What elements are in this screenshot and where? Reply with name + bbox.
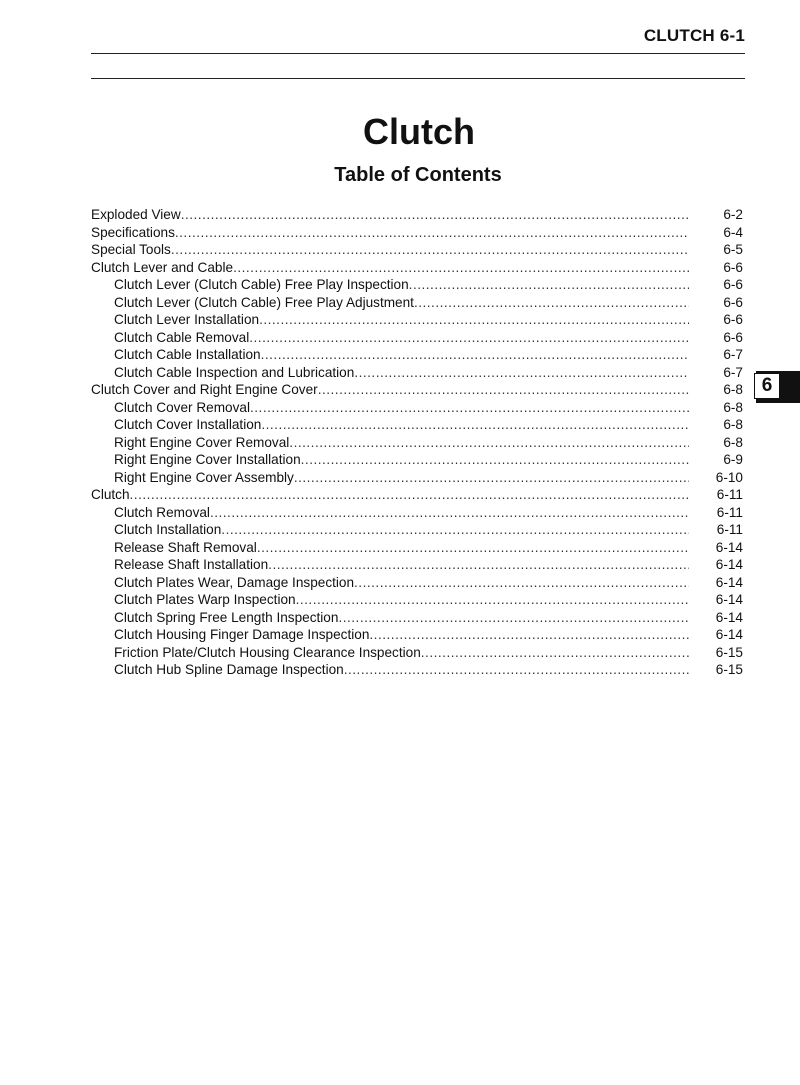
toc-entry[interactable] [91, 661, 743, 679]
dot-leader [181, 206, 689, 224]
toc-entry-page: 6-7 [723, 364, 743, 380]
toc-entry-page: 6-11 [716, 522, 743, 537]
toc-entry-page: 6-8 [723, 399, 743, 415]
toc-entry-label: Special Tools [91, 242, 171, 257]
toc-entry-page: 6-4 [723, 224, 743, 240]
toc-entry-label: Release Shaft Installation [114, 557, 269, 572]
toc-entry-page: 6-8 [723, 382, 743, 397]
dot-leader [296, 591, 689, 609]
toc-entry[interactable] [91, 504, 743, 522]
toc-entry-label: Clutch Cover Removal [114, 399, 250, 415]
toc-entry[interactable] [91, 434, 743, 452]
toc-entry-label: Specifications [91, 224, 175, 240]
toc-entry-label: Clutch Cable Installation [114, 347, 261, 362]
toc-entry-page: 6-14 [715, 627, 743, 642]
toc-entry[interactable] [91, 451, 743, 469]
toc-entry[interactable] [91, 276, 743, 294]
running-title: CLUTCH 6-1 [643, 26, 745, 45]
table-of-contents [91, 206, 743, 679]
dot-leader [175, 224, 689, 242]
toc-entry-label: Friction Plate/Clutch Housing Clearance Inspection [114, 644, 421, 660]
toc-entry-page: 6-6 [723, 312, 743, 327]
toc-entry-label: Right Engine Cover Installation [114, 452, 301, 467]
toc-entry[interactable] [91, 626, 743, 644]
toc-entry-label: Clutch Plates Warp Inspection [114, 592, 296, 607]
toc-entry[interactable] [91, 206, 743, 224]
dot-leader [261, 346, 689, 364]
toc-entry-label: Clutch Cover Installation [114, 417, 262, 432]
toc-entry-page: 6-6 [723, 259, 743, 275]
toc-entry-page: 6-8 [723, 434, 743, 450]
dot-leader [369, 626, 689, 644]
toc-entry-label: Release Shaft Removal [114, 539, 257, 555]
dot-leader [354, 574, 689, 592]
dot-leader [338, 609, 689, 627]
toc-entry-page: 6-9 [723, 452, 743, 467]
toc-entry-label: Clutch Cable Inspection and Lubrication [114, 364, 355, 380]
dot-leader [268, 556, 689, 574]
toc-entry[interactable] [91, 469, 743, 487]
dot-leader [421, 644, 689, 662]
toc-entry[interactable] [91, 644, 743, 662]
toc-entry-label: Right Engine Cover Removal [114, 434, 290, 450]
dot-leader [261, 416, 689, 434]
dot-leader [233, 259, 689, 277]
toc-entry[interactable] [91, 259, 743, 277]
toc-heading: Table of Contents [334, 164, 502, 186]
toc-entry-label: Clutch Cable Removal [114, 329, 250, 345]
dot-leader [221, 521, 689, 539]
dot-leader [130, 486, 689, 504]
toc-entry-page: 6-10 [715, 469, 743, 485]
toc-entry[interactable] [91, 521, 743, 539]
toc-entry-label: Clutch Housing Finger Damage Inspection [114, 627, 370, 642]
toc-entry-page: 6-2 [723, 207, 743, 222]
toc-entry[interactable] [91, 574, 743, 592]
toc-entry-label: Clutch Hub Spline Damage Inspection [114, 662, 344, 677]
toc-entry-page: 6-14 [715, 557, 743, 572]
chapter-tab-number: 6 [754, 373, 780, 399]
toc-entry-page: 6-15 [715, 662, 743, 677]
page-title: Clutch [363, 111, 475, 152]
dot-leader [259, 311, 689, 329]
dot-leader [344, 661, 689, 679]
toc-entry-label: Clutch Lever (Clutch Cable) Free Play Inspection [114, 277, 409, 292]
toc-entry[interactable] [91, 381, 743, 399]
toc-entry[interactable] [91, 224, 743, 242]
toc-entry-label: Exploded View [91, 207, 181, 222]
toc-entry[interactable] [91, 364, 743, 382]
toc-entry-label: Clutch Lever Installation [114, 312, 260, 327]
toc-entry-label: Clutch Lever and Cable [91, 259, 234, 275]
dot-leader [294, 469, 689, 487]
toc-entry[interactable] [91, 486, 743, 504]
toc-entry-label: Clutch Removal [114, 504, 210, 520]
toc-entry-label: Clutch Lever (Clutch Cable) Free Play Adjustment [114, 294, 414, 310]
toc-entry-label: Clutch Plates Wear, Damage Inspection [114, 574, 355, 590]
toc-entry-page: 6-14 [715, 592, 743, 607]
toc-entry[interactable] [91, 556, 743, 574]
dot-leader [318, 381, 689, 399]
toc-entry[interactable] [91, 399, 743, 417]
toc-entry[interactable] [91, 346, 743, 364]
toc-entry[interactable] [91, 241, 743, 259]
toc-entry[interactable] [91, 416, 743, 434]
toc-entry[interactable] [91, 539, 743, 557]
toc-entry-label: Clutch [91, 487, 130, 502]
toc-entry-page: 6-5 [723, 242, 743, 257]
dot-leader [354, 364, 689, 382]
toc-entry[interactable] [91, 329, 743, 347]
toc-entry-label: Clutch Installation [114, 522, 222, 537]
toc-entry[interactable] [91, 294, 743, 312]
dot-leader [249, 329, 689, 347]
dot-leader [289, 434, 689, 452]
toc-entry-page: 6-6 [723, 329, 743, 345]
toc-entry-page: 6-15 [715, 644, 743, 660]
toc-entry[interactable] [91, 609, 743, 627]
toc-entry-page: 6-6 [723, 277, 743, 292]
dot-leader [257, 539, 689, 557]
toc-entry-page: 6-6 [723, 294, 743, 310]
toc-entry-page: 6-14 [715, 574, 743, 590]
toc-entry[interactable] [91, 311, 743, 329]
toc-entry-label: Right Engine Cover Assembly [114, 469, 294, 485]
header-rule-top [91, 53, 745, 54]
toc-entry-page: 6-11 [716, 487, 743, 502]
toc-entry-page: 6-11 [716, 504, 743, 520]
dot-leader [414, 294, 689, 312]
header-rule-bottom [91, 78, 745, 79]
toc-entry-page: 6-14 [715, 609, 743, 625]
dot-leader [301, 451, 689, 469]
dot-leader [409, 276, 689, 294]
toc-entry-page: 6-8 [723, 417, 743, 432]
dot-leader [210, 504, 689, 522]
toc-entry-page: 6-7 [723, 347, 743, 362]
toc-entry[interactable] [91, 591, 743, 609]
dot-leader [171, 241, 689, 259]
toc-entry-label: Clutch Spring Free Length Inspection [114, 609, 339, 625]
dot-leader [250, 399, 689, 417]
toc-entry-label: Clutch Cover and Right Engine Cover [91, 382, 318, 397]
toc-entry-page: 6-14 [715, 539, 743, 555]
